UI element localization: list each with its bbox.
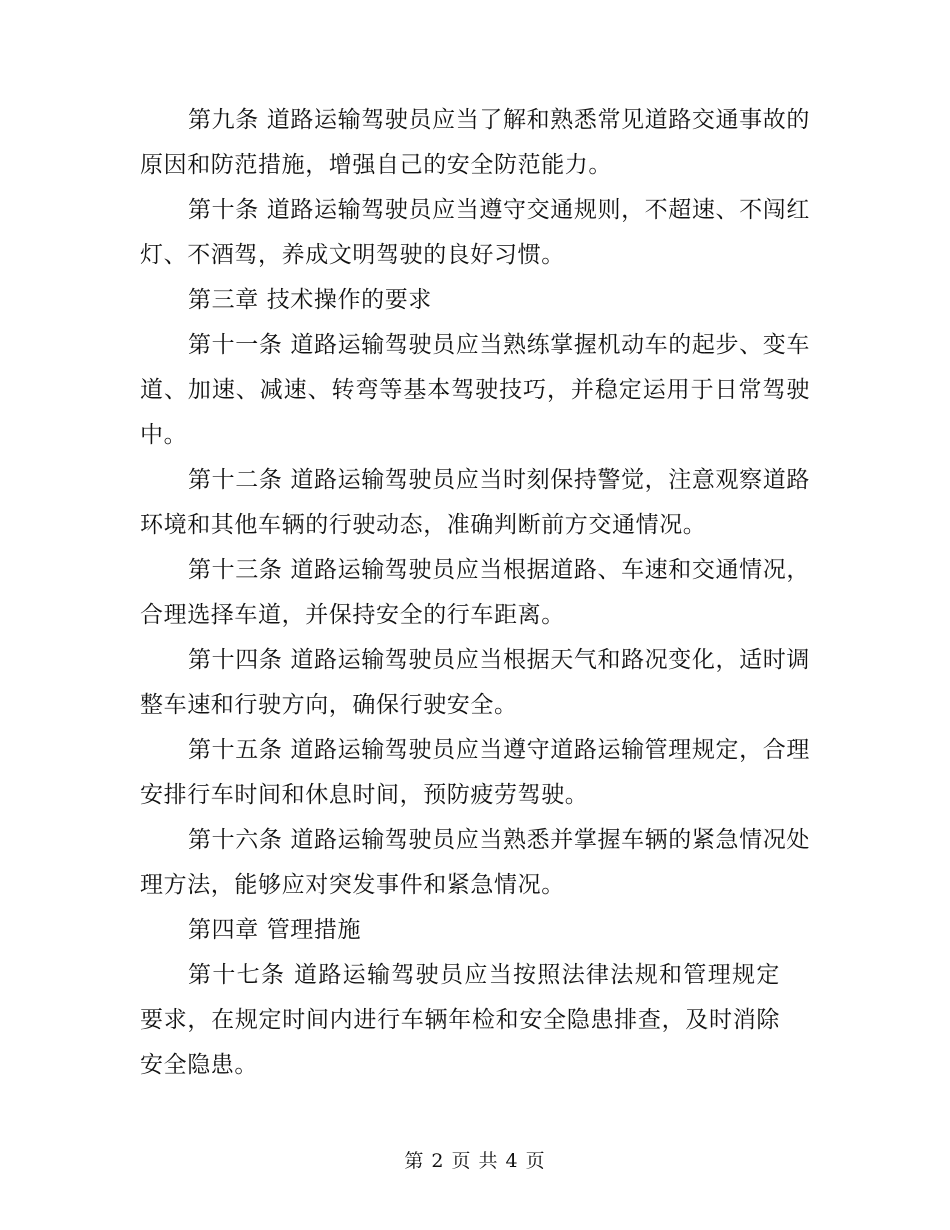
article-11: 第十一条 道路运输驾驶员应当熟练掌握机动车的起步、变车道、加速、减速、转弯等基本驾驶技巧，并稳定运用于日常驾驶中。 bbox=[140, 332, 810, 448]
chapter-4-heading: 第四章 管理措施 bbox=[188, 917, 362, 943]
article-12: 第十二条 道路运输驾驶员应当时刻保持警觉，注意观察道路环境和其他车辆的行驶动态，准确判断前方交通情况。 bbox=[140, 467, 810, 538]
chapter-3-heading: 第三章 技术操作的要求 bbox=[188, 287, 432, 313]
article-16: 第十六条 道路运输驾驶员应当熟悉并掌握车辆的紧急情况处理方法，能够应对突发事件和紧急情况。 bbox=[140, 827, 810, 898]
document-body bbox=[140, 98, 810, 1088]
article-10: 第十条 道路运输驾驶员应当遵守交通规则，不超速、不闯红灯、不酒驾，养成文明驾驶的良好习惯。 bbox=[140, 197, 810, 268]
page-number-footer: 第 2 页 共 4 页 bbox=[404, 1150, 546, 1172]
article-15: 第十五条 道路运输驾驶员应当遵守道路运输管理规定，合理安排行车时间和休息时间，预防疲劳驾驶。 bbox=[140, 737, 810, 808]
article-14: 第十四条 道路运输驾驶员应当根据天气和路况变化，适时调整车速和行驶方向，确保行驶安全。 bbox=[140, 647, 810, 718]
article-13: 第十三条 道路运输驾驶员应当根据道路、车速和交通情况，合理选择车道，并保持安全的行车距离。 bbox=[140, 557, 810, 628]
article-9: 第九条 道路运输驾驶员应当了解和熟悉常见道路交通事故的原因和防范措施，增强自己的安全防范能力。 bbox=[140, 107, 810, 178]
article-17: 第十七条 道路运输驾驶员应当按照法律法规和管理规定要求，在规定时间内进行车辆年检和安全隐患排查，及时消除安全隐患。 bbox=[140, 962, 780, 1078]
